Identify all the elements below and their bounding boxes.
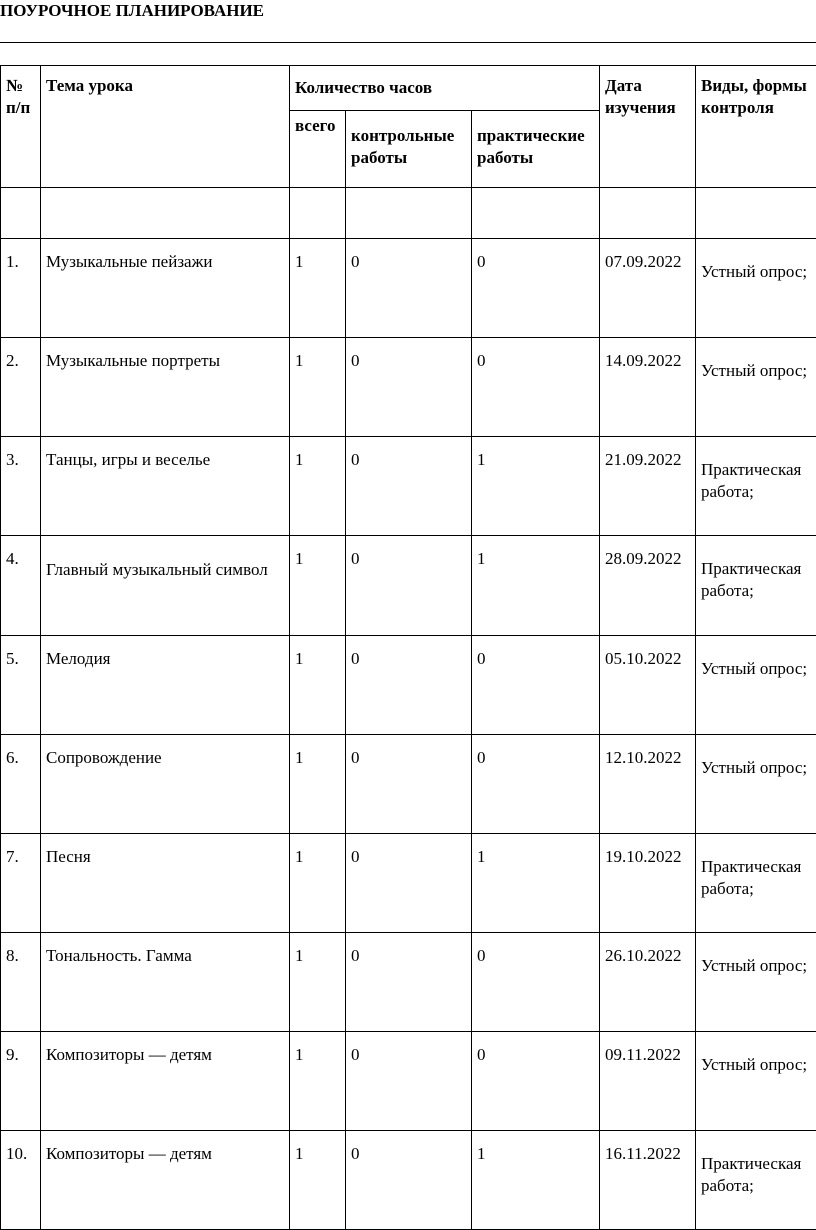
row-topic-cell: Главный музыкальный символ [41,536,290,636]
empty-cell [290,188,346,239]
row-total-cell: 1 [290,437,346,536]
row-date-cell: 05.10.2022 [600,636,696,735]
row-num-cell: 6. [1,735,41,834]
row-total-cell: 1 [290,338,346,437]
empty-cell [41,188,290,239]
row-total-cell: 1 [290,1032,346,1131]
row-practical-cell: 1 [472,834,600,933]
row-date-cell: 12.10.2022 [600,735,696,834]
row-total-cell: 1 [290,636,346,735]
row-date-cell: 26.10.2022 [600,933,696,1032]
header-hours: Количество часов [290,66,600,111]
row-date-cell: 21.09.2022 [600,437,696,536]
page-title: ПОУРОЧНОЕ ПЛАНИРОВАНИЕ [0,1,264,21]
row-total-cell: 1 [290,239,346,338]
row-num-cell: 10. [1,1131,41,1230]
row-date-cell: 07.09.2022 [600,239,696,338]
row-form-cell: Устный опрос; [696,636,816,735]
row-control-cell: 0 [346,1032,472,1131]
table-row [1,437,816,536]
row-practical-cell: 0 [472,1032,600,1131]
table-row [1,1131,816,1230]
row-date-cell: 28.09.2022 [600,536,696,636]
table-row [1,1032,816,1131]
row-control-cell: 0 [346,933,472,1032]
empty-cell [346,188,472,239]
table-row [1,636,816,735]
empty-cell [472,188,600,239]
row-topic-cell: Песня [41,834,290,933]
header-total: всего [290,111,346,188]
row-form-cell: Устный опрос; [696,933,816,1032]
header-control: контрольные работы [346,111,472,188]
row-control-cell: 0 [346,437,472,536]
row-control-cell: 0 [346,536,472,636]
row-form-cell: Практическая работа; [696,834,816,933]
row-topic-cell: Композиторы — детям [41,1032,290,1131]
row-num-cell: 4. [1,536,41,636]
row-num-cell: 5. [1,636,41,735]
row-num-cell: 9. [1,1032,41,1131]
row-topic-cell: Мелодия [41,636,290,735]
row-total-cell: 1 [290,933,346,1032]
row-topic-cell: Танцы, игры и веселье [41,437,290,536]
row-practical-cell: 1 [472,437,600,536]
row-control-cell: 0 [346,239,472,338]
table-row [1,933,816,1032]
row-form-cell: Практическая работа; [696,1131,816,1230]
row-control-cell: 0 [346,834,472,933]
table-row [1,735,816,834]
row-form-cell: Практическая работа; [696,437,816,536]
row-practical-cell: 0 [472,735,600,834]
row-practical-cell: 0 [472,933,600,1032]
row-num-cell: 3. [1,437,41,536]
header-practical: практические работы [472,111,600,188]
row-total-cell: 1 [290,536,346,636]
row-num-cell: 7. [1,834,41,933]
row-date-cell: 19.10.2022 [600,834,696,933]
row-date-cell: 16.11.2022 [600,1131,696,1230]
row-total-cell: 1 [290,735,346,834]
header-topic: Тема урока [41,66,290,188]
row-topic-cell: Композиторы — детям [41,1131,290,1230]
header-forms: Виды, формы контроля [696,66,816,188]
row-control-cell: 0 [346,636,472,735]
row-total-cell: 1 [290,1131,346,1230]
row-num-cell: 2. [1,338,41,437]
table-row [1,536,816,636]
row-num-cell: 1. [1,239,41,338]
row-practical-cell: 0 [472,338,600,437]
row-control-cell: 0 [346,735,472,834]
row-practical-cell: 0 [472,636,600,735]
title-divider [0,42,816,43]
header-num: № п/п [1,66,41,188]
row-topic-cell: Сопровождение [41,735,290,834]
row-practical-cell: 0 [472,239,600,338]
row-topic-cell: Музыкальные портреты [41,338,290,437]
row-total-cell: 1 [290,834,346,933]
lesson-plan-table [0,65,816,1230]
row-form-cell: Практическая работа; [696,536,816,636]
table-row [1,834,816,933]
row-num-cell: 8. [1,933,41,1032]
row-date-cell: 14.09.2022 [600,338,696,437]
empty-cell [696,188,816,239]
row-practical-cell: 1 [472,1131,600,1230]
row-date-cell: 09.11.2022 [600,1032,696,1131]
header-date: Дата изучения [600,66,696,188]
table-row [1,239,816,338]
row-form-cell: Устный опрос; [696,239,816,338]
row-topic-cell: Тональность. Гамма [41,933,290,1032]
row-practical-cell: 1 [472,536,600,636]
table-row [1,338,816,437]
empty-cell [1,188,41,239]
row-control-cell: 0 [346,338,472,437]
row-form-cell: Устный опрос; [696,1032,816,1131]
row-control-cell: 0 [346,1131,472,1230]
row-form-cell: Устный опрос; [696,338,816,437]
empty-cell [600,188,696,239]
row-topic-cell: Музыкальные пейзажи [41,239,290,338]
row-form-cell: Устный опрос; [696,735,816,834]
